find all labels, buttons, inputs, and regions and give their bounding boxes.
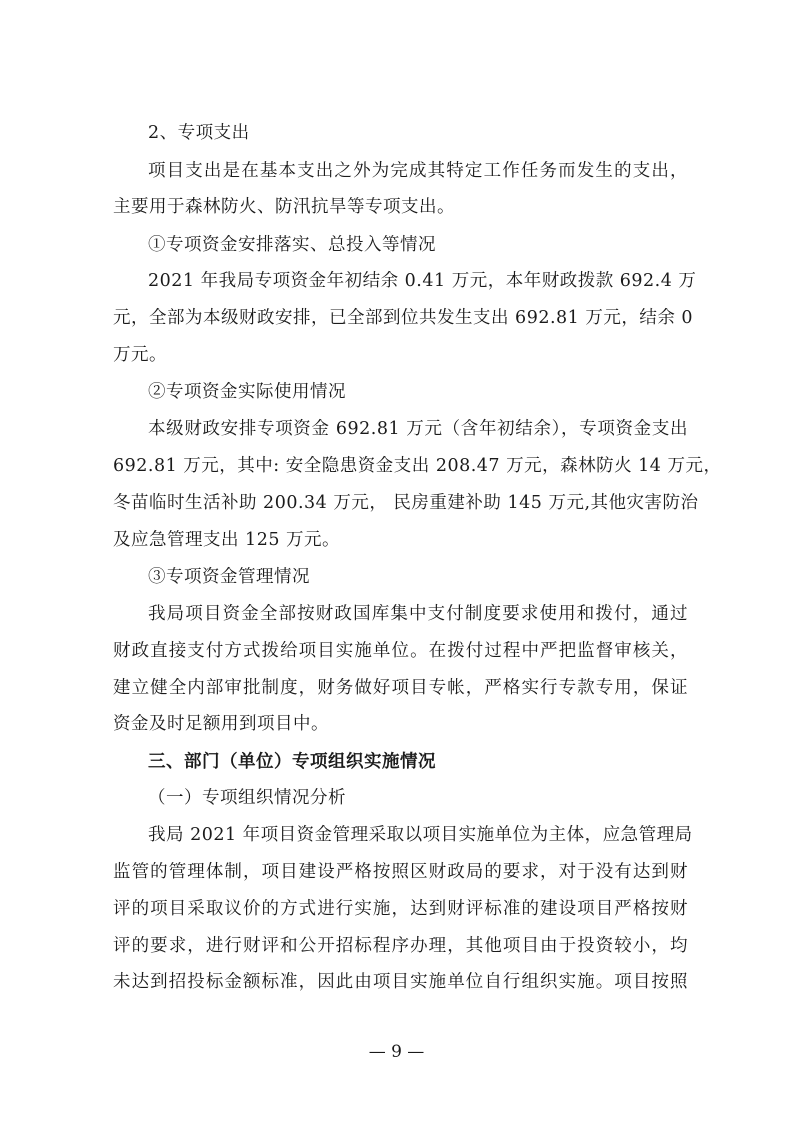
subsection-heading-actual-usage: ②专项资金实际使用情况	[148, 382, 346, 402]
paragraph-line: 2021 年我局专项资金年初结余 0.41 万元，本年财政拨款 692.4 万	[148, 271, 697, 291]
paragraph-line: 资金及时足额用到项目中。	[113, 714, 329, 734]
page-number: — 9 —	[368, 1042, 425, 1062]
paragraph-line: 及应急管理支出 125 万元。	[113, 530, 341, 550]
paragraph-line: 万元。	[113, 345, 167, 365]
paragraph-line: 692.81 万元，其中: 安全隐患资金支出 208.47 万元，森林防火 14 万元，	[113, 456, 722, 476]
subsection-heading-fund-management: ③专项资金管理情况	[148, 567, 310, 587]
paragraph-line: 评的要求，进行财评和公开招标程序办理，其他项目由于投资较小，均	[113, 936, 688, 956]
section-heading-special-expenditure: 2、专项支出	[148, 123, 250, 143]
subsection-heading-funding-arrangement: ①专项资金安排落实、总投入等情况	[148, 235, 436, 255]
paragraph-line: 项目支出是在基本支出之外为完成其特定工作任务而发生的支出，	[148, 161, 688, 181]
paragraph-line: 元，全部为本级财政安排，已全部到位共发生支出 692.81 万元，结余 0	[113, 308, 694, 328]
paragraph-line: 我局 2021 年项目资金管理采取以项目实施单位为主体，应急管理局	[148, 825, 693, 845]
paragraph-line: 监管的管理体制，项目建设严格按照区财政局的要求，对于没有达到财	[113, 862, 688, 882]
section-heading-implementation: 三、部门（单位）专项组织实施情况	[148, 752, 436, 772]
paragraph-line: 主要用于森林防火、防汛抗旱等专项支出。	[113, 197, 455, 217]
paragraph-line: 我局项目资金全部按财政国库集中支付制度要求使用和拨付，通过	[148, 604, 688, 624]
paragraph-line: 建立健全内部审批制度，财务做好项目专帐，严格实行专款专用，保证	[113, 678, 688, 698]
paragraph-line: 冬苗临时生活补助 200.34 万元， 民房重建补助 145 万元,其他灾害防治	[113, 493, 699, 513]
paragraph-line: 未达到招投标金额标准，因此由项目实施单位自行组织实施。项目按照	[113, 972, 688, 992]
paragraph-line: 财政直接支付方式拨给项目实施单位。在拨付过程中严把监督审核关，	[113, 641, 688, 661]
subsection-heading-organization-analysis: （一）专项组织情况分析	[148, 788, 346, 808]
paragraph-line: 本级财政安排专项资金 692.81 万元（含年初结余），专项资金支出	[148, 419, 688, 439]
paragraph-line: 评的项目采取议价的方式进行实施，达到财评标准的建设项目严格按财	[113, 899, 688, 919]
